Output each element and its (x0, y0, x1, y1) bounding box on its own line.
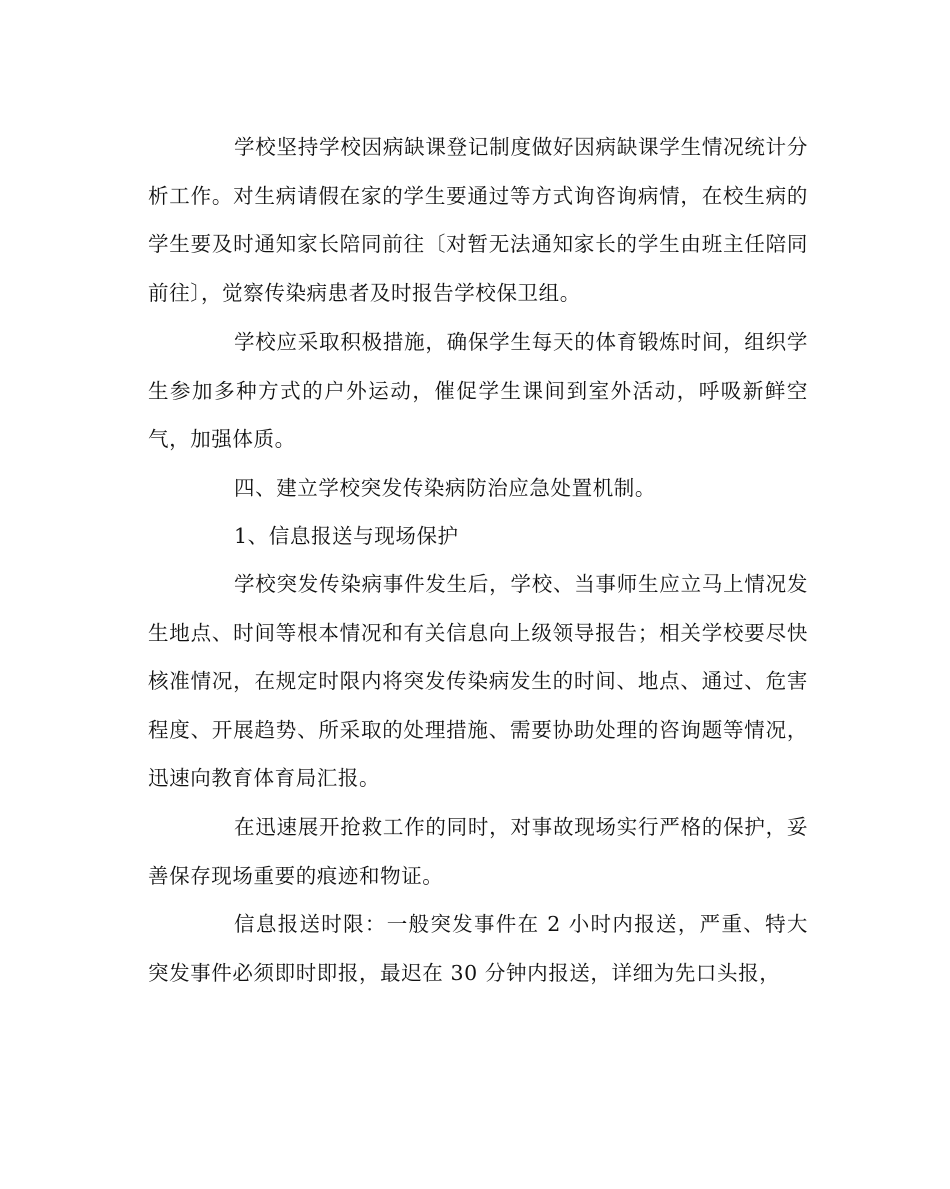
subsection-heading-information-reporting: 1、信息报送与现场保护 (234, 524, 459, 548)
paragraph-scene-protection: 在迅速展开抢救工作的同时，对事故现场实行严格的保护，妥善保存现场重要的痕迹和物证。 (148, 815, 808, 888)
paragraph-reporting-time-limit: 信息报送时限：一般突发事件在 2 小时内报送，严重、特大突发事件必须即时即报，最迟在 30 分钟内报送，详细为先口头报， (148, 912, 808, 985)
section-heading-emergency-mechanism: 四、建立学校突发传染病防治应急处置机制。 (234, 476, 656, 500)
paragraph-physical-exercise: 学校应采取积极措施，确保学生每天的体育锻炼时间，组织学生参加多种方式的户外运动，催促学生课间到室外活动，呼吸新鲜空气，加强体质。 (148, 330, 808, 452)
paragraph-sick-leave-registration: 学校坚持学校因病缺课登记制度做好因病缺课学生情况统计分析工作。对生病请假在家的学生要通过等方式询咨询病情，在校生病的学生要及时通知家长陪同前往〔对暂无法通知家长的学生由班主任陪同前往〕，觉察传染病患者及时报告学校保卫组。 (148, 135, 808, 305)
paragraph-incident-reporting: 学校突发传染病事件发生后，学校、当事师生应立马上情况发生地点、时间等根本情况和有关信息向上级领导报告；相关学校要尽快核准情况，在规定时限内将突发传染病发生的时间、地点、通过、危害程度、开展趋势、所采取的处理措施、需要协助处理的咨询题等情况，迅速向教育体育局汇报。 (148, 572, 808, 791)
